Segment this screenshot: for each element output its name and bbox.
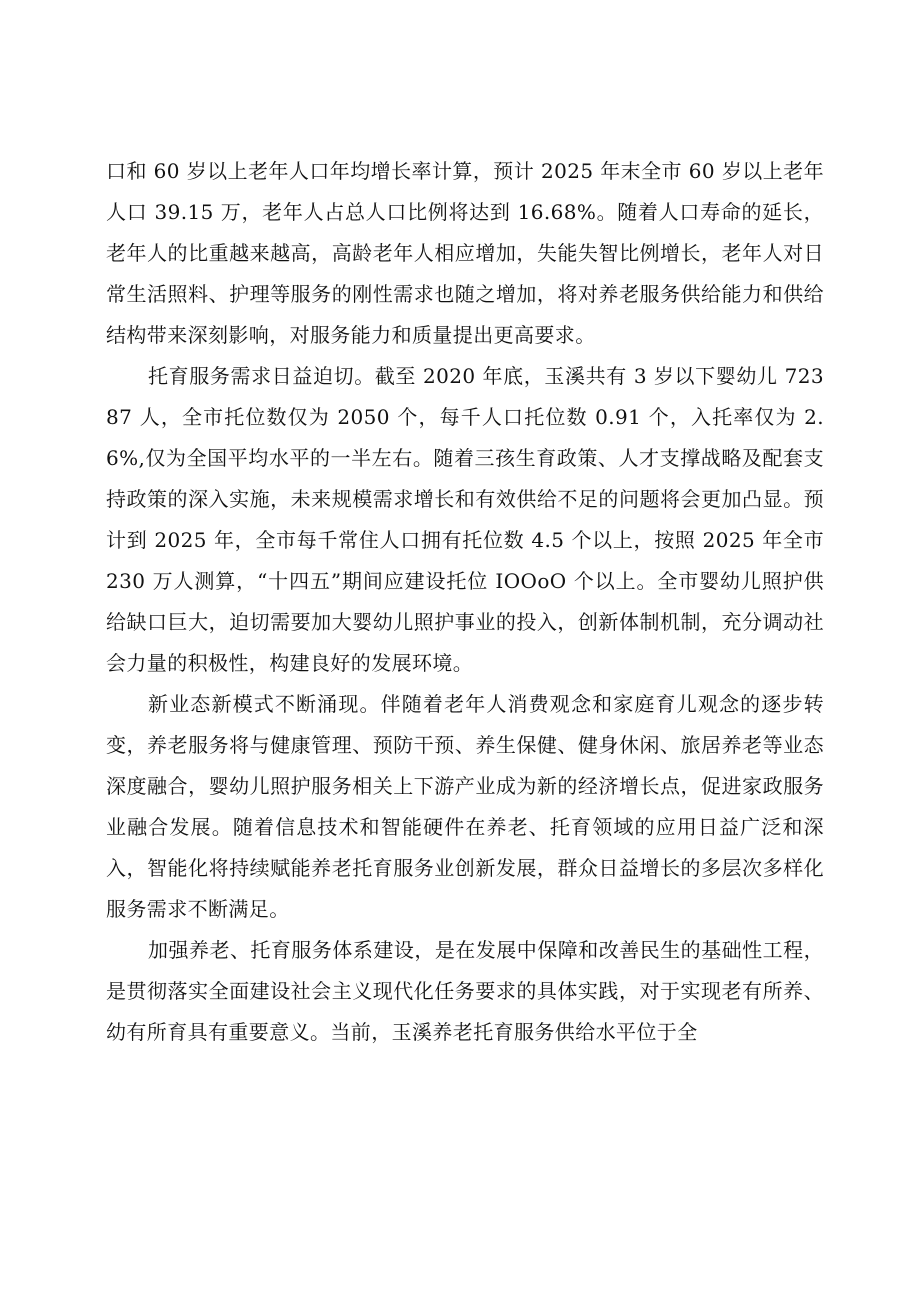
document-body <box>106 151 824 1053</box>
paragraph-elderly-population: 口和 60 岁以上老年人口年均增长率计算，预计 2025 年末全市 60 岁以上老年人口 39.15 万，老年人占总人口比例将达到 16.68%。随着人口寿命的延长，老年人的比重越来越高，高龄老年人相应增加，失能失智比例增长，老年人对日常生活照料、护理等服务的刚性需求也随之增加，将对养老服务供给能力和供给结构带来深刻影响，对服务能力和质量提出更高要求。 <box>106 159 824 347</box>
paragraph-childcare-demand: 托育服务需求日益迫切。截至 2020 年底，玉溪共有 3 岁以下婴幼儿 72387 人，全市托位数仅为 2050 个，每千人口托位数 0.91 个，入托率仅为 2.6%,仅为全国平均水平的一半左右。随着三孩生育政策、人才支撑战略及配套支持政策的深入实施，未来规模需求增长和有效供给不足的问题将会更加凸显。预计到 2025 年，全市每千常住人口拥有托位数 4.5 个以上，按照 2025 年全市 230 万人测算，“十四五”期间应建设托位 IOOoO 个以上。全市婴幼儿照护供给缺口巨大，迫切需要加大婴幼儿照护事业的投入，创新体制机制，充分调动社会力量的积极性，构建良好的发展环境。 <box>106 364 824 675</box>
paragraph-new-business-models: 新业态新模式不断涌现。伴随着老年人消费观念和家庭育儿观念的逐步转变，养老服务将与健康管理、预防干预、养生保健、健身休闲、旅居养老等业态深度融合，婴幼儿照护服务相关上下游产业成为新的经济增长点，促进家政服务业融合发展。随着信息技术和智能硬件在养老、托育领域的应用日益广泛和深入，智能化将持续赋能养老托育服务业创新发展，群众日益增长的多层次多样化服务需求不断满足。 <box>106 692 824 921</box>
paragraph-service-system: 加强养老、托育服务体系建设，是在发展中保障和改善民生的基础性工程，是贯彻落实全面建设社会主义现代化任务要求的具体实践，对于实现老有所养、幼有所育具有重要意义。当前，玉溪养老托育服务供给水平位于全 <box>106 938 824 1044</box>
